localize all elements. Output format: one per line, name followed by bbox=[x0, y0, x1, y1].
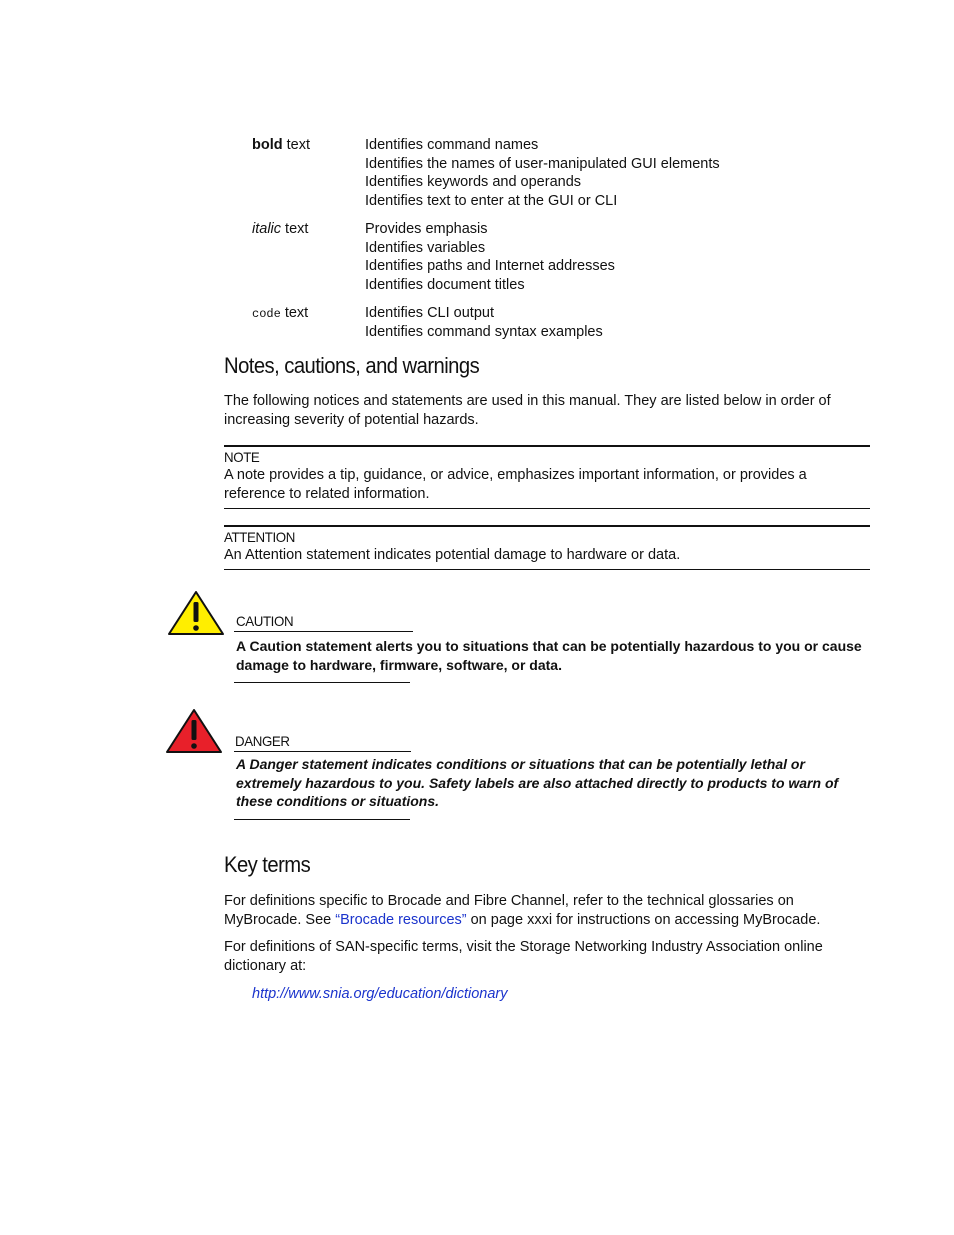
caution-warning-icon bbox=[167, 590, 225, 636]
term-suffix: text bbox=[280, 305, 309, 321]
notes-intro: The following notices and statements are used in this manual. They are listed below in order of increasing severity of potential hazards. bbox=[224, 393, 831, 428]
danger-label: DANGER bbox=[235, 733, 290, 749]
term-italic-word: italic bbox=[252, 221, 282, 237]
desc-line: Identifies text to enter at the GUI or CLI bbox=[365, 193, 618, 210]
attention-label: ATTENTION bbox=[224, 529, 295, 545]
note-label: NOTE bbox=[224, 449, 260, 465]
desc-line: Identifies the names of user-manipulated GUI elements bbox=[365, 155, 720, 172]
desc-line: Identifies paths and Internet addresses bbox=[365, 258, 615, 275]
attention-bottom-rule bbox=[224, 569, 870, 570]
desc-line: Identifies command syntax examples bbox=[365, 323, 603, 340]
desc-line: Identifies variables bbox=[365, 239, 486, 256]
convention-desc-code bbox=[365, 304, 865, 341]
term-code-word: code bbox=[252, 307, 281, 321]
convention-term-code bbox=[252, 304, 308, 324]
snia-dictionary-link[interactable]: http://www.snia.org/education/dictionary bbox=[252, 986, 508, 1002]
note-text: A note provides a tip, guidance, or advice, emphasizes important information, or provides a reference to related information. bbox=[224, 467, 807, 502]
term-bold-word: bold bbox=[252, 137, 283, 153]
convention-desc-italic bbox=[365, 220, 865, 295]
desc-line: Identifies document titles bbox=[365, 277, 525, 294]
convention-desc-bold bbox=[365, 136, 865, 211]
brocade-resources-link[interactable]: “Brocade resources” bbox=[335, 911, 467, 928]
danger-bottom-rule bbox=[234, 819, 410, 820]
desc-line: Identifies command names bbox=[365, 137, 539, 153]
p1-text-after: on page xxxi for instructions on accessing MyBrocade. bbox=[466, 911, 821, 928]
danger-warning-icon bbox=[165, 708, 223, 754]
note-top-rule bbox=[224, 445, 870, 447]
caution-bottom-rule bbox=[234, 682, 410, 683]
term-suffix: text bbox=[282, 137, 311, 153]
attention-top-rule bbox=[224, 525, 870, 527]
term-suffix: text bbox=[281, 221, 309, 237]
desc-line: Identifies CLI output bbox=[365, 305, 494, 321]
convention-term-italic bbox=[252, 220, 308, 239]
key-terms-paragraph-1 bbox=[224, 892, 864, 929]
desc-line: Identifies keywords and operands bbox=[365, 174, 582, 191]
convention-term-bold bbox=[252, 136, 310, 155]
danger-label-rule bbox=[234, 751, 411, 752]
note-bottom-rule bbox=[224, 508, 870, 509]
section-heading-notes: Notes, cautions, and warnings bbox=[224, 353, 480, 378]
caution-label-rule bbox=[234, 631, 413, 632]
caution-label: CAUTION bbox=[236, 613, 294, 629]
attention-text: An Attention statement indicates potential damage to hardware or data. bbox=[224, 547, 681, 563]
p1-text-before: For definitions specific to Brocade and Fibre Channel, refer to the technical glossaries on MyBrocade. See bbox=[224, 893, 794, 928]
desc-line: Provides emphasis bbox=[365, 221, 488, 237]
key-terms-paragraph-2: For definitions of SAN-specific terms, visit the Storage Networking Industry Association online dictionary at: bbox=[224, 939, 823, 974]
section-heading-key-terms: Key terms bbox=[224, 852, 311, 877]
danger-text: A Danger statement indicates conditions or situations that can be potentially lethal or extremely hazardous to you. Safety labels are also attached directly to products to warn of these conditions or situations. bbox=[236, 756, 839, 810]
caution-text: A Caution statement alerts you to situations that can be potentially hazardous to you or cause damage to hardware, firmware, software, or data. bbox=[236, 638, 862, 673]
